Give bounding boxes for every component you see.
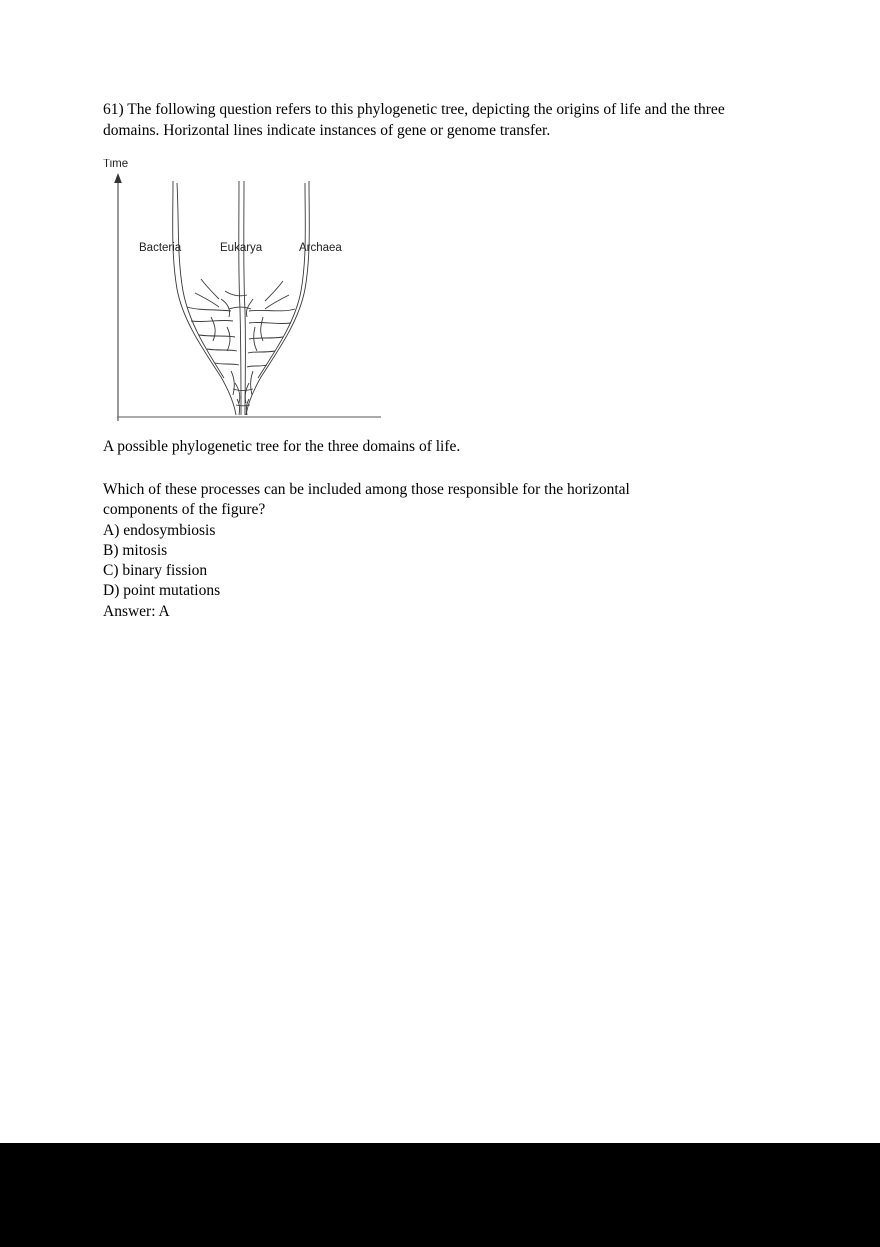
tree-label-archaea: Archaea [299, 242, 342, 254]
axis-label-time: Time [103, 159, 129, 170]
question-stem: 61) The following question refers to this phylogenetic tree, depicting the origins of life and the three domains. Horizontal lines indicate instances of gene or genome transfer. [103, 101, 725, 139]
question-prompt: Which of these processes can be included among those responsible for the horizontal components of the figure? [103, 480, 630, 518]
phylogenetic-tree-svg [103, 159, 403, 421]
bottom-black-bar [0, 1143, 880, 1247]
phylogenetic-tree-figure [103, 159, 403, 421]
tree-label-eukarya: Eukarya [220, 242, 263, 254]
time-axis [114, 173, 122, 421]
document-content [103, 100, 763, 622]
answer-choices [103, 521, 763, 622]
choice-d: D) point mutations [103, 582, 221, 600]
figure-caption: A possible phylogenetic tree for the three domains of life. [103, 438, 461, 455]
tree-label-bacteria: Bacteria [139, 242, 182, 254]
choice-b: B) mitosis [103, 541, 168, 559]
answer-line: Answer: A [103, 602, 170, 620]
choice-a: A) endosymbiosis [103, 521, 216, 539]
tree-lineages [173, 181, 310, 415]
choice-c: C) binary fission [103, 562, 208, 580]
